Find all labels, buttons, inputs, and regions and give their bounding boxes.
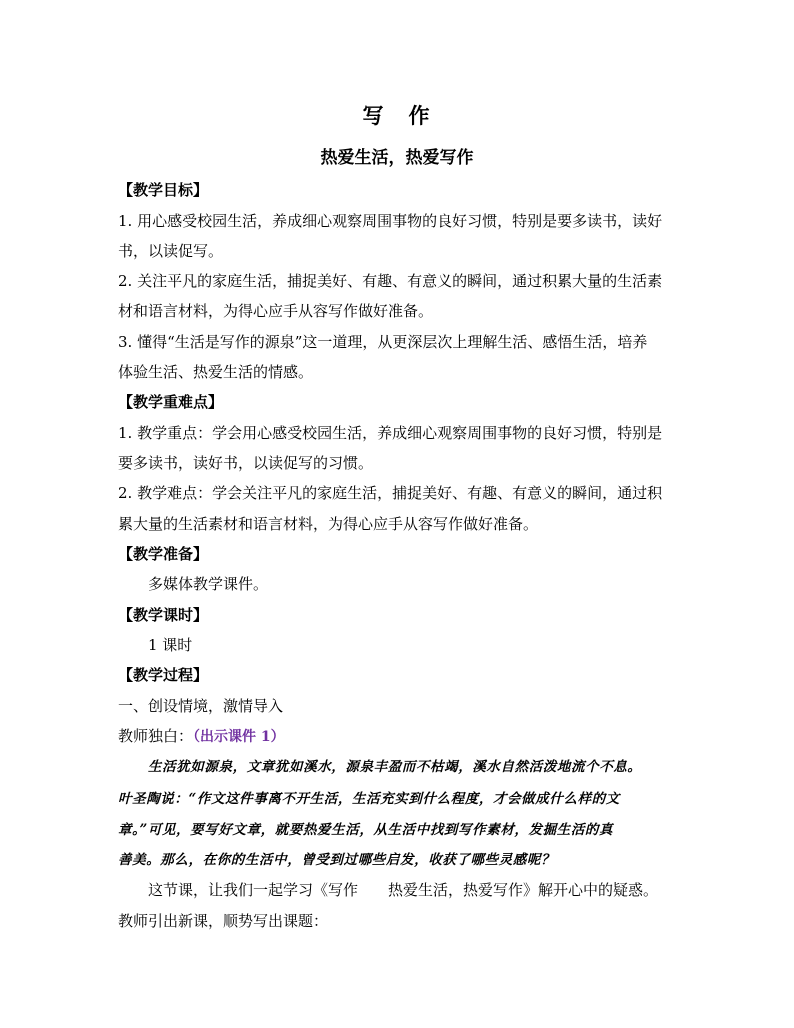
hours-text: 1 课时 (148, 636, 193, 654)
goal-1-line-1: 1. 用心感受校园生活，养成细心观察周围事物的良好习惯，特别是要多读书，读好 (118, 212, 663, 230)
key-points-heading: 【教学重难点】 (118, 393, 224, 411)
goals-heading: 【教学目标】 (118, 181, 209, 199)
paragraph-line-1: 这节课，让我们一起学习《写作 热爱生活，热爱写作》解开心中的疑惑。 (148, 881, 659, 899)
hours-heading: 【教学课时】 (118, 606, 209, 624)
goal-1-line-2: 书，以读促写。 (118, 242, 224, 260)
goal-2-line-1: 2. 关注平凡的家庭生活，捕捉美好、有趣、有意义的瞬间，通过积累大量的生活素 (118, 272, 663, 290)
key-1-line-1: 1. 教学重点：学会用心感受校园生活，养成细心观察周围事物的良好习惯，特别是 (118, 424, 663, 442)
quote-line-4: 善美。那么，在你的生活中，曾受到过哪些启发，收获了哪些灵感呢？ (118, 852, 556, 868)
quote-line-3: 章。”可见，要写好文章，就要热爱生活，从生活中找到写作素材，发掘生活的真 (118, 822, 614, 838)
quote-line-1: 生活犹如源泉，文章犹如溪水，源泉丰盈而不枯竭，溪水自然活泼地流个不息。 (148, 759, 642, 775)
monologue-label: 教师独白： (118, 727, 194, 745)
quote-line-2: 叶圣陶说：“作文这件事离不开生活，生活充实到什么程度，才会做成什么样的文 (118, 791, 620, 807)
goal-3-line-1: 3. 懂得“生活是写作的源泉”这一道理，从更深层次上理解生活、感悟生活，培养 (118, 333, 648, 351)
goal-3-line-2: 体验生活、热爱生活的情感。 (118, 363, 314, 381)
page-title: 写 作 (362, 103, 432, 128)
monologue-line (118, 726, 285, 747)
prep-text: 多媒体教学课件。 (148, 575, 269, 593)
paragraph-line-2: 教师引出新课，顺势写出课题： (118, 912, 329, 930)
process-heading: 【教学过程】 (118, 666, 209, 684)
prep-heading: 【教学准备】 (118, 545, 209, 563)
courseware-tag: （出示课件 1） (193, 729, 285, 745)
key-1-line-2: 要多读书，读好书，以读促写的习惯。 (118, 454, 374, 472)
goal-2-line-2: 材和语言材料，为得心应手从容写作做好准备。 (118, 302, 434, 320)
key-2-line-1: 2. 教学难点：学会关注平凡的家庭生活，捕捉美好、有趣、有意义的瞬间，通过积 (118, 484, 663, 502)
step-1: 一、创设情境，激情导入 (118, 697, 284, 715)
page-subtitle: 热爱生活，热爱写作 (320, 148, 474, 168)
key-2-line-2: 累大量的生活素材和语言材料，为得心应手从容写作做好准备。 (118, 515, 539, 533)
